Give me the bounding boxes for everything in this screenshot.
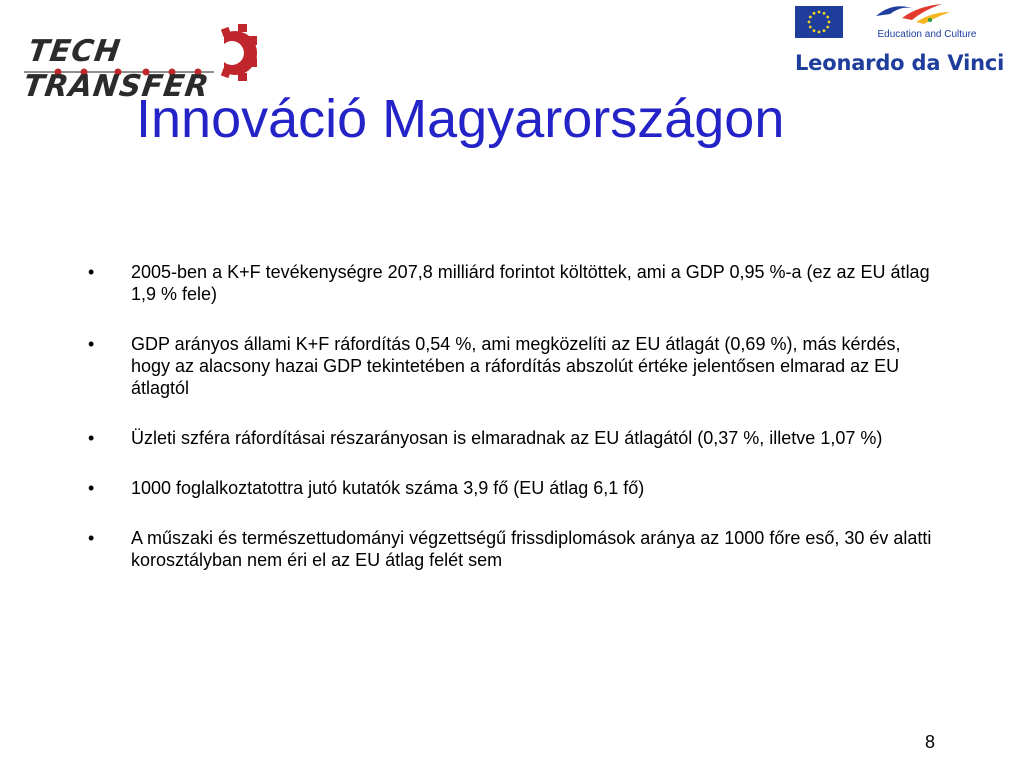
bullet-text: GDP arányos állami K+F ráfordítás 0,54 %, ami megközelíti az EU átlagát (0,69 %), más kérdés, hogy az alacsony hazai GDP tekintetében a ráfordítás abszolút értéke jelentősen elmarad az EU átlagtól [131, 334, 901, 398]
bullet-text: 2005-ben a K+F tevékenységre 207,8 milliárd forintot költöttek, ami a GDP 0,95 %-a (ez az EU átlag 1,9 % fele) [131, 262, 930, 304]
bullet-list [84, 261, 944, 599]
gear-icon [218, 24, 258, 82]
bullet-item [84, 333, 944, 399]
bullet-item [84, 261, 944, 305]
tech-transfer-logo [21, 22, 258, 104]
bullet-dot: • [88, 528, 95, 548]
bullet-item [84, 477, 944, 499]
bullet-dot: • [88, 334, 95, 354]
program-label: Education and Culture [877, 29, 977, 40]
bullet-item [84, 427, 944, 449]
page-number: 8 [925, 732, 936, 752]
bullet-text: A műszaki és természettudományi végzettségű frissdiplomások aránya az 1000 főre eső, 30 év alatti korosztályban nem éri el az EU átlag felét sem [131, 528, 932, 570]
education-culture-swoosh-icon [872, 0, 952, 28]
bullet-item [84, 527, 944, 571]
bullet-text: 1000 foglalkoztatottra jutó kutatók száma 3,9 fő (EU átlag 6,1 fő) [131, 478, 645, 498]
bullet-dot: • [88, 262, 95, 282]
eu-flag-icon [795, 6, 843, 38]
bullet-dot: • [88, 428, 95, 448]
program-name: Leonardo da Vinci [795, 51, 1005, 75]
bullet-dot: • [88, 478, 95, 498]
bullet-text: Üzleti szféra ráfordításai részarányosan is elmaradnak az EU átlagától (0,37 %, illetve 1,07 %) [131, 428, 883, 448]
slide-title: Innováció Magyarországon [136, 89, 785, 149]
logo-wordmark: TECH TRANSFER [21, 34, 212, 104]
